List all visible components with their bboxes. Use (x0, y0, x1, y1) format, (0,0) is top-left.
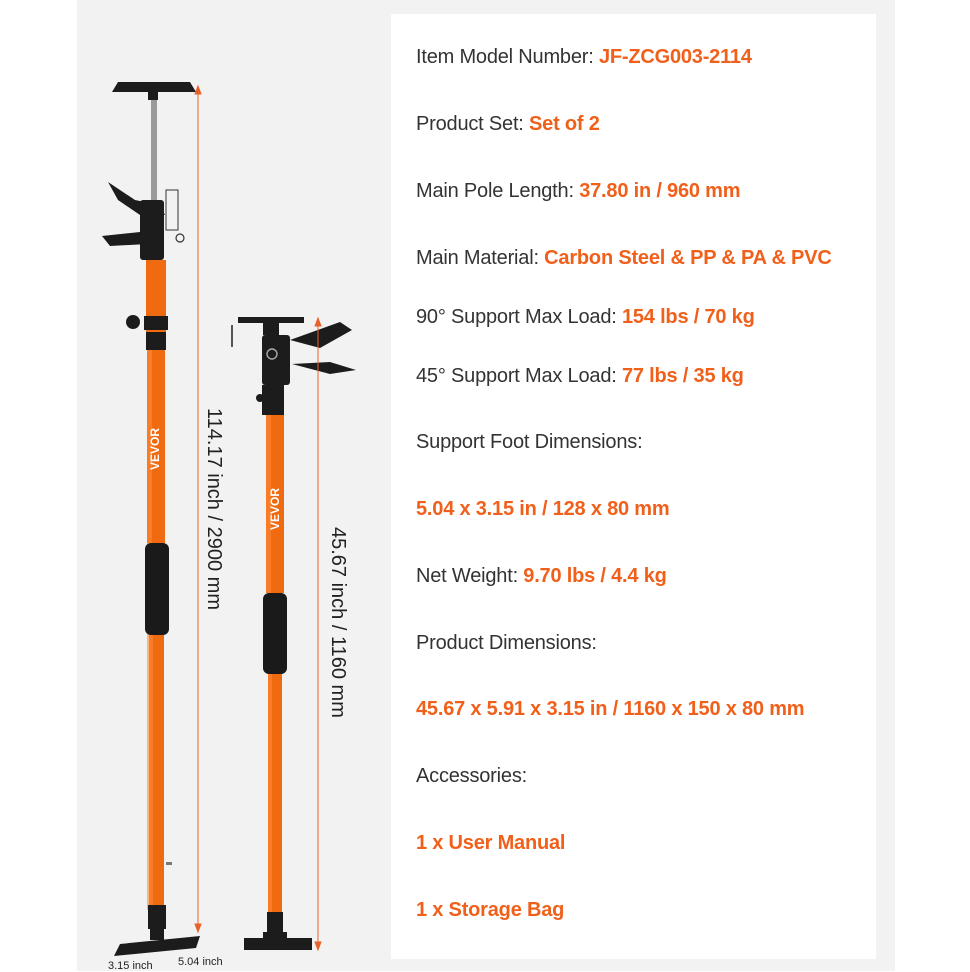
spec-45-max-load (416, 365, 744, 388)
spec-label: Item Model Number: (416, 46, 599, 68)
spec-accessory-manual (416, 832, 565, 855)
brand-logo-short: VEVOR (268, 487, 282, 530)
spec-product-set (416, 113, 600, 136)
spec-product-dimensions-value (416, 698, 804, 721)
tall-dimension-line (195, 86, 201, 932)
spec-label: Product Set: (416, 113, 530, 135)
spec-label: Main Material: (416, 247, 545, 269)
spec-label: 90° Support Max Load: (416, 306, 622, 328)
spec-main-pole-length (416, 180, 740, 203)
spec-value: 1 x User Manual (416, 832, 566, 854)
tall-dimension-label: 114.17 inch / 2900 mm (203, 408, 225, 610)
short-dimension-label: 45.67 inch / 1160 mm (327, 527, 349, 718)
spec-net-weight (416, 565, 667, 588)
spec-value: 1 x Storage Bag (416, 899, 565, 921)
spec-value: JF-ZCG003-2114 (598, 46, 752, 68)
spec-label: Support Foot Dimensions: (416, 431, 643, 453)
spec-value: 154 lbs / 70 kg (621, 306, 755, 328)
short-dimension-line (315, 318, 321, 950)
spec-value: 5.04 x 3.15 in / 128 x 80 mm (416, 498, 670, 520)
spec-label: Main Pole Length: (416, 180, 580, 202)
spec-value: 9.70 lbs / 4.4 kg (523, 565, 667, 587)
brand-logo-tall: VEVOR (148, 427, 162, 470)
spec-label: Product Dimensions: (416, 632, 597, 654)
spec-support-foot-value (416, 498, 669, 521)
support-pole-illustration (0, 0, 390, 971)
spec-value: Set of 2 (529, 113, 600, 135)
spec-model-number (416, 46, 752, 69)
foot-width-label: 3.15 inch (108, 960, 153, 972)
spec-value: 77 lbs / 35 kg (621, 365, 744, 387)
tall-pole (102, 82, 200, 956)
spec-accessory-bag (416, 899, 564, 922)
spec-label: 45° Support Max Load: (416, 365, 622, 387)
spec-label: Accessories: (416, 765, 527, 787)
spec-accessories-heading (416, 765, 527, 788)
spec-product-dimensions-heading (416, 632, 597, 655)
spec-90-max-load (416, 306, 755, 329)
spec-main-material (416, 247, 832, 270)
spec-value: Carbon Steel & PP & PA & PVC (544, 247, 832, 269)
spec-value: 37.80 in / 960 mm (579, 180, 741, 202)
spec-value: 45.67 x 5.91 x 3.15 in / 1160 x 150 x 80 mm (416, 698, 805, 720)
spec-label: Net Weight: (416, 565, 524, 587)
foot-length-label: 5.04 inch (178, 956, 223, 968)
spec-support-foot-heading (416, 431, 642, 454)
specifications-card (391, 14, 876, 959)
